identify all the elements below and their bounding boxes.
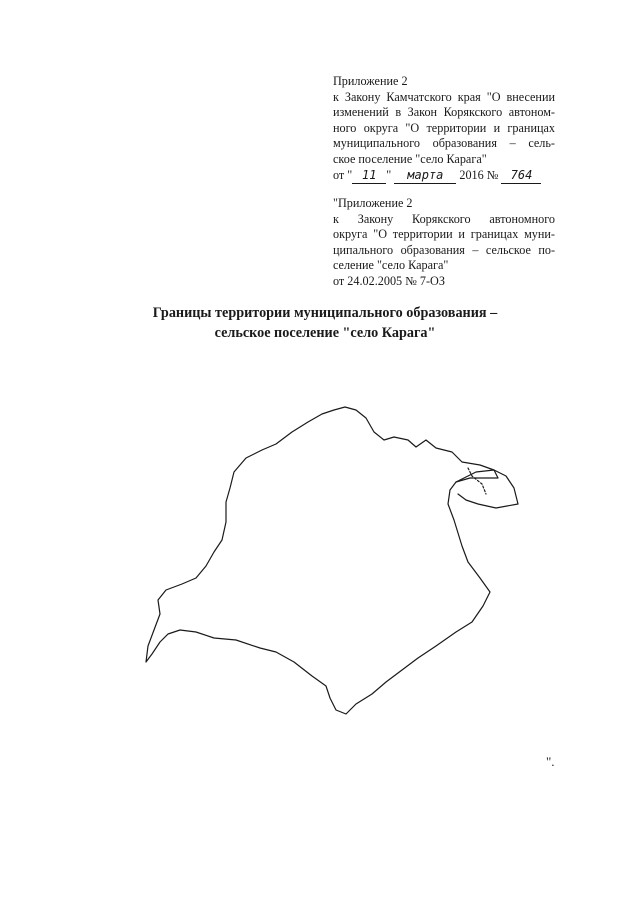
appendix-original-line-3: ципального образования – сельское по-: [333, 242, 555, 257]
appendix-new-line-3: ного округа "О территории и границах: [333, 120, 555, 135]
handwritten-month: марта: [394, 168, 456, 185]
appendix-new-heading: Приложение 2: [333, 74, 408, 88]
appendix-original-line-2: округа "О территории и границах муни-: [333, 227, 555, 242]
date-mid: ": [386, 167, 392, 182]
handwritten-number: 764: [501, 168, 541, 185]
appendix-original-line-1: к Закону Корякского автономного: [333, 211, 555, 226]
territory-boundary-east-lobe: [456, 470, 518, 508]
appendix-original-line-4: селение "село Карага": [333, 258, 449, 273]
handwritten-day: 11: [352, 168, 386, 185]
appendix-new-line-1: к Закону Камчатского края "О внесении: [333, 89, 555, 104]
date-prefix: от ": [333, 167, 353, 182]
territory-boundary-main: [146, 407, 498, 714]
appendix-new-line-4: муниципального образования – сель-: [333, 136, 555, 151]
title-line-1: Границы территории муниципального образования –: [152, 305, 498, 321]
appendix-new-line-2: изменений в Закон Корякского автоном-: [333, 105, 555, 120]
title-line-2: сельское поселение "село Карага": [214, 325, 436, 341]
closing-quote: ".: [546, 754, 555, 769]
date-year: 2016 №: [459, 167, 499, 182]
appendix-new-line-5: ское поселение "село Карага": [333, 151, 487, 166]
appendix-original-date: от 24.02.2005 № 7-ОЗ: [333, 273, 445, 288]
appendix-original-heading: "Приложение 2: [333, 196, 413, 210]
